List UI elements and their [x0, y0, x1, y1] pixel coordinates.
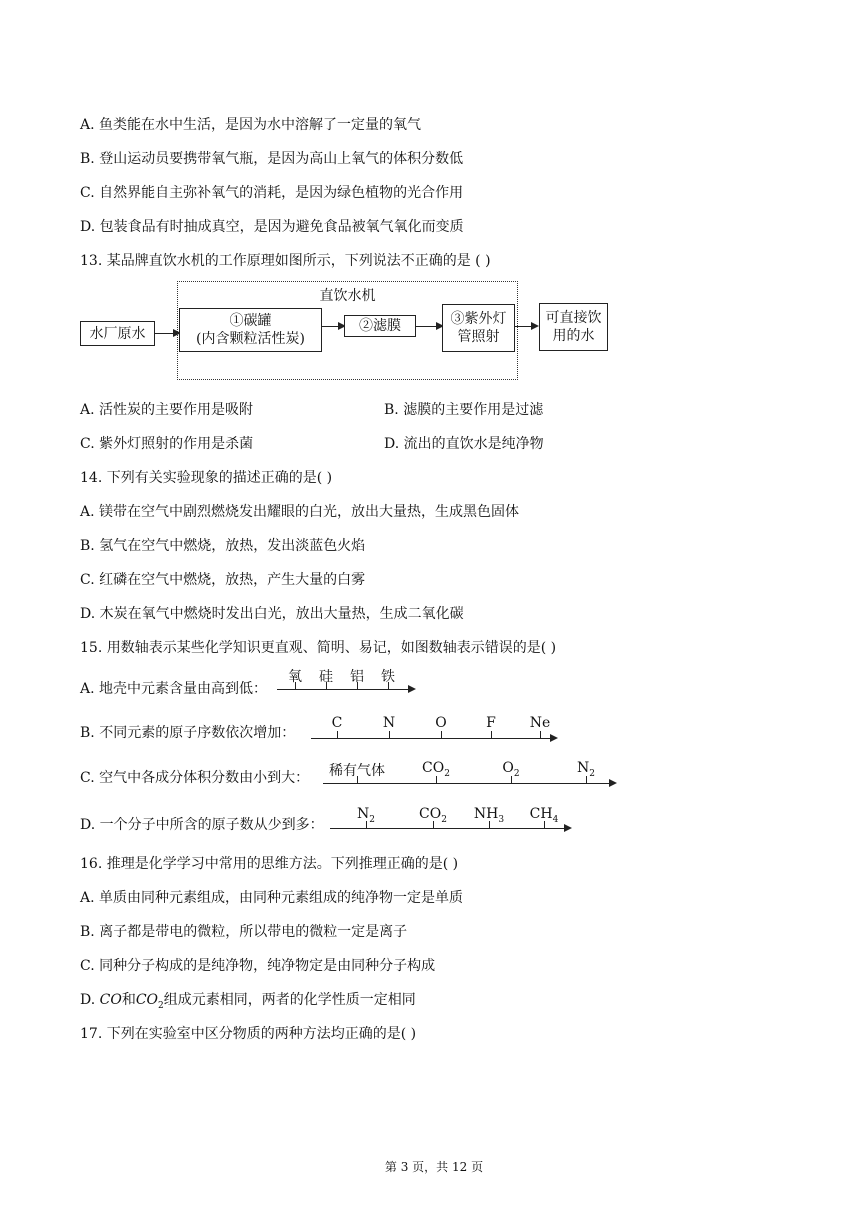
q16-d-co: CO — [99, 992, 122, 1008]
q15-stem: 15. 用数轴表示某些化学知识更直观、简明、易记，如图数轴表示错误的是( ) — [80, 640, 557, 656]
page-footer: 第 3 页，共 12 页 — [384, 1160, 484, 1174]
q14-option-a: A. 镁带在空气中剧烈燃烧发出耀眼的白光，放出大量热，生成黑色固体 — [80, 504, 520, 520]
axis-a-label: 硅 — [319, 669, 333, 685]
axis-d-sub: 2 — [441, 814, 447, 825]
q12-option-d: D. 包装食品有时抽成真空，是因为避免食品被氧气氧化而变质 — [80, 219, 464, 235]
axis-d-sub: 4 — [552, 814, 559, 825]
q16-stem: 16. 推理是化学学习中常用的思维方法。下列推理正确的是( ) — [80, 856, 459, 872]
axis-b-label: N — [382, 715, 396, 731]
axis-b-label: C — [331, 715, 343, 731]
q16-d-co2: CO — [135, 992, 159, 1008]
arrow-1 — [155, 333, 179, 334]
axis-c-sub: 2 — [589, 768, 595, 779]
q16-d-rest: 组成元素相同，两者的化学性质一定相同 — [163, 992, 416, 1008]
axis-d-sub: 2 — [369, 814, 375, 825]
axis-b-tick — [491, 731, 492, 738]
q16-d-and: 和 — [121, 992, 136, 1008]
axis-a-line — [277, 689, 414, 690]
axis-c-label — [502, 760, 519, 779]
axis-a-label: 铝 — [350, 669, 364, 685]
axis-c-label: 稀有气体 — [329, 763, 385, 779]
axis-c-label-text: CO — [422, 760, 445, 776]
q12-option-b: B. 登山运动员要携带氧气瓶，是因为高山上氧气的体积分数低 — [80, 151, 464, 167]
axis-b-tick — [389, 731, 390, 738]
arrow-3 — [416, 326, 442, 327]
q15-option-b-text: B. 不同元素的原子序数依次增加： — [80, 725, 296, 741]
q16-option-c: C. 同种分子构成的是纯净物，纯净物定是由同种分子构成 — [80, 958, 436, 974]
axis-d-sub: 3 — [498, 814, 505, 825]
q16-d-prefix: D. — [80, 992, 100, 1008]
axis-b-label: F — [486, 715, 496, 731]
axis-d-label — [530, 806, 559, 825]
axis-a-label: 铁 — [381, 669, 395, 685]
axis-b-line — [311, 738, 556, 739]
axis-c-line — [323, 783, 615, 784]
q14-option-d: D. 木炭在氧气中燃烧时发出白光，放出大量热，生成二氧化碳 — [80, 606, 464, 622]
output-box — [539, 303, 608, 351]
axis-d-label-text: NH — [473, 806, 499, 822]
axis-a-label: 氧 — [288, 669, 302, 685]
q14-option-c: C. 红磷在空气中燃烧，放热，产生大量的白雾 — [80, 572, 366, 588]
output-label-1: 可直接饮 — [545, 310, 602, 326]
axis-b-label: O — [435, 715, 447, 731]
carbon-tank-box — [179, 308, 322, 352]
q15-option-d-text: D. 一个分子中所含的原子数从少到多： — [80, 817, 324, 833]
axis-b-label: Ne — [529, 715, 551, 731]
axis-c-label — [577, 760, 595, 779]
axis-b-tick — [540, 731, 541, 738]
q14-option-b: B. 氢气在空气中燃烧，放热，发出淡蓝色火焰 — [80, 538, 366, 554]
q13-option-c: C. 紫外灯照射的作用是杀菌 — [80, 436, 254, 452]
axis-d-label-text: N — [357, 806, 370, 822]
q15-option-c-text: C. 空气中各成分体积分数由小到大： — [80, 770, 310, 786]
uv-lamp-label: ③紫外灯 — [450, 311, 507, 327]
q12-option-a: A. 鱼类能在水中生活，是因为水中溶解了一定量的氧气 — [80, 117, 422, 133]
axis-d-label-text: CH — [529, 806, 553, 822]
q13-option-d: D. 流出的直饮水是纯净物 — [384, 436, 544, 452]
axis-d-label — [419, 806, 447, 825]
axis-d-label-text: CO — [419, 806, 442, 822]
arrow-4 — [515, 326, 537, 327]
axis-d-label — [357, 806, 375, 825]
q13-stem: 13. 某品牌直饮水机的工作原理如图所示，下列说法不正确的是 ( ) — [80, 253, 491, 269]
output-label-2: 用的水 — [552, 328, 595, 344]
q16-d-co2-sub: 2 — [158, 1000, 164, 1011]
q12-option-c: C. 自然界能自主弥补氧气的消耗，是因为绿色植物的光合作用 — [80, 185, 464, 201]
axis-c-sub: 2 — [513, 768, 520, 779]
q14-stem: 14. 下列有关实验现象的描述正确的是( ) — [80, 470, 333, 486]
carbon-tank-label: ①碳罐 — [229, 313, 272, 329]
machine-label: 直饮水机 — [319, 288, 376, 304]
q17-stem: 17. 下列在实验室中区分物质的两种方法均正确的是( ) — [80, 1026, 417, 1042]
axis-c-label — [422, 760, 450, 779]
axis-d-line — [330, 828, 570, 829]
q16-option-d — [80, 989, 416, 1011]
uv-lamp-box — [442, 304, 515, 352]
axis-d-label — [474, 806, 504, 825]
axis-c-label-text: O — [502, 760, 514, 776]
axis-b-tick — [337, 731, 338, 738]
q13-option-a: A. 活性炭的主要作用是吸附 — [80, 402, 254, 418]
source-box: 水厂原水 — [80, 321, 155, 346]
axis-c-sub: 2 — [444, 768, 450, 779]
q16-option-a: A. 单质由同种元素组成，由同种元素组成的纯净物一定是单质 — [80, 890, 464, 906]
uv-lamp-note: 管照射 — [457, 329, 500, 345]
carbon-tank-note: (内含颗粒活性炭) — [196, 331, 305, 347]
q16-option-b: B. 离子都是带电的微粒，所以带电的微粒一定是离子 — [80, 924, 408, 940]
axis-b-tick — [441, 731, 442, 738]
axis-c-label-text: N — [577, 760, 590, 776]
membrane-box: ②滤膜 — [344, 315, 416, 337]
arrow-2 — [322, 326, 344, 327]
q13-option-b: B. 滤膜的主要作用是过滤 — [384, 402, 544, 418]
q15-option-a-text: A. 地壳中元素含量由高到低： — [80, 681, 268, 697]
